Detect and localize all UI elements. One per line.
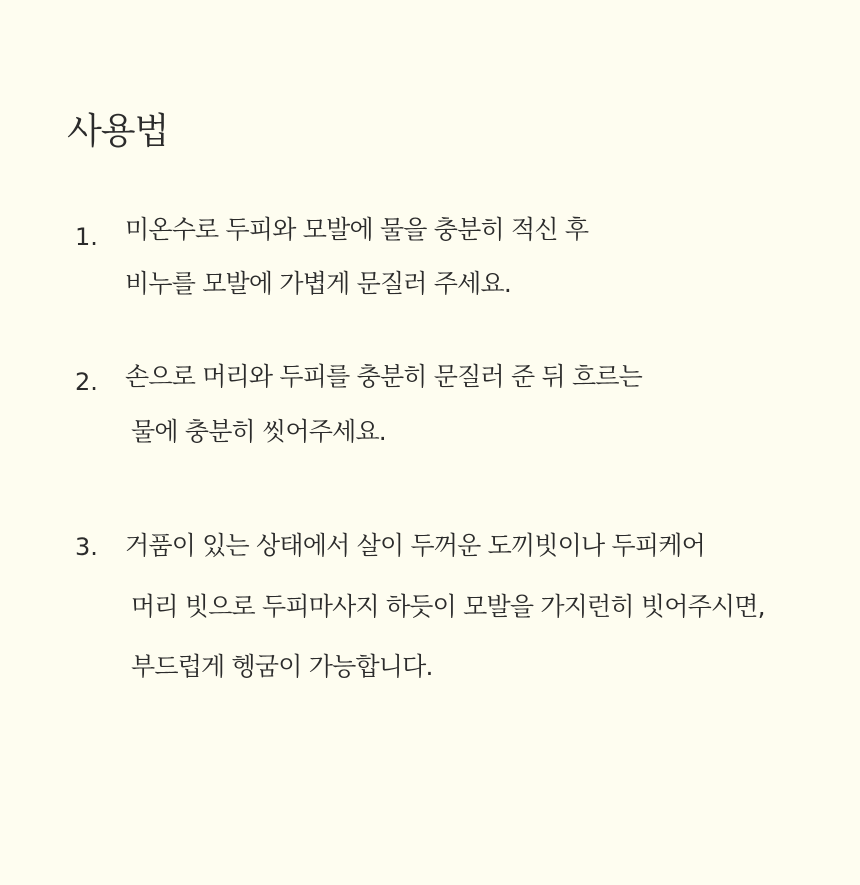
step-text-line: 손으로 머리와 두피를 충분히 문질러 준 뒤 흐르는 — [125, 362, 643, 391]
step-number: 3. — [75, 533, 98, 561]
step-text-line: 거품이 있는 상태에서 살이 두꺼운 도끼빗이나 두피케어 — [125, 531, 705, 560]
step-number: 2. — [75, 368, 98, 396]
step-text-line: 머리 빗으로 두피마사지 하듯이 모발을 가지런히 빗어주시면, — [131, 592, 765, 621]
step-text-line: 비누를 모발에 가볍게 문질러 주세요. — [125, 269, 511, 298]
step-text-line: 미온수로 두피와 모발에 물을 충분히 적신 후 — [125, 215, 589, 244]
step-text-line: 부드럽게 헹굼이 가능합니다. — [131, 652, 433, 681]
step-number: 1. — [75, 223, 98, 251]
step-text-line: 물에 충분히 씻어주세요. — [131, 417, 386, 446]
page-title: 사용법 — [67, 111, 169, 152]
